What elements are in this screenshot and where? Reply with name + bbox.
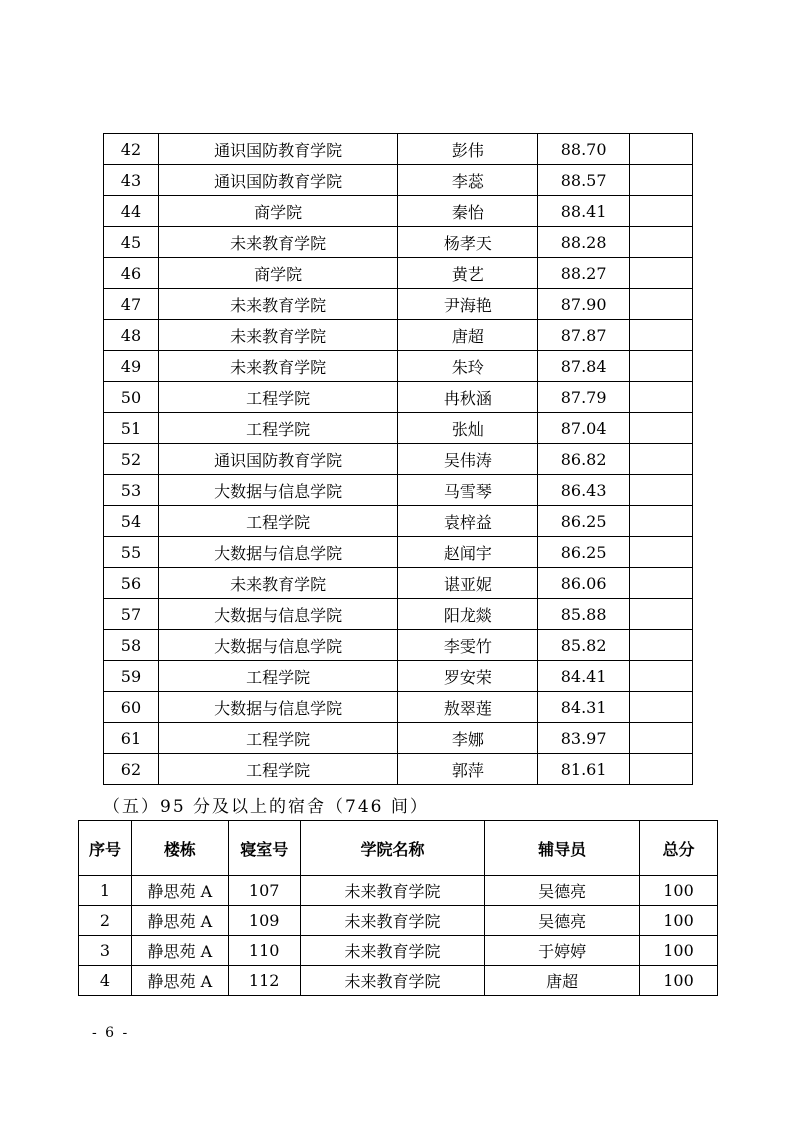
room-number: 110 xyxy=(228,936,300,966)
score: 87.84 xyxy=(538,351,630,382)
student-name: 唐超 xyxy=(398,320,538,351)
remarks xyxy=(630,134,693,165)
row-number: 54 xyxy=(104,506,159,537)
remarks xyxy=(630,599,693,630)
score: 88.57 xyxy=(538,165,630,196)
remarks xyxy=(630,630,693,661)
student-name: 杨孝天 xyxy=(398,227,538,258)
table-row xyxy=(104,444,693,475)
student-name: 李雯竹 xyxy=(398,630,538,661)
student-name: 尹海艳 xyxy=(398,289,538,320)
student-name: 吴伟涛 xyxy=(398,444,538,475)
college-name: 未来教育学院 xyxy=(158,227,398,258)
table-row xyxy=(104,754,693,785)
table-row xyxy=(104,320,693,351)
college-name: 商学院 xyxy=(158,258,398,289)
score: 88.41 xyxy=(538,196,630,227)
remarks xyxy=(630,382,693,413)
score: 81.61 xyxy=(538,754,630,785)
row-number: 52 xyxy=(104,444,159,475)
score: 86.25 xyxy=(538,537,630,568)
table-row xyxy=(104,661,693,692)
score: 86.25 xyxy=(538,506,630,537)
building: 静思苑 A xyxy=(131,876,228,906)
score: 88.28 xyxy=(538,227,630,258)
table-row xyxy=(104,165,693,196)
table-row xyxy=(79,936,718,966)
remarks xyxy=(630,692,693,723)
remarks xyxy=(630,227,693,258)
score: 88.70 xyxy=(538,134,630,165)
room-number: 112 xyxy=(228,966,300,996)
row-number: 44 xyxy=(104,196,159,227)
total-score: 100 xyxy=(640,936,718,966)
score: 85.82 xyxy=(538,630,630,661)
student-name: 秦怡 xyxy=(398,196,538,227)
score: 87.04 xyxy=(538,413,630,444)
remarks xyxy=(630,444,693,475)
remarks xyxy=(630,258,693,289)
college-name: 通识国防教育学院 xyxy=(158,165,398,196)
table-row xyxy=(104,692,693,723)
student-name: 李娜 xyxy=(398,723,538,754)
row-number: 51 xyxy=(104,413,159,444)
remarks xyxy=(630,320,693,351)
college-name: 大数据与信息学院 xyxy=(158,599,398,630)
dorm-table xyxy=(78,820,718,996)
section-heading: （五）95 分及以上的宿舍（746 间） xyxy=(103,797,429,817)
remarks xyxy=(630,537,693,568)
total-score: 100 xyxy=(640,906,718,936)
remarks xyxy=(630,196,693,227)
building: 静思苑 A xyxy=(131,966,228,996)
table-row xyxy=(104,134,693,165)
college-name: 工程学院 xyxy=(158,754,398,785)
row-number: 49 xyxy=(104,351,159,382)
room-number: 109 xyxy=(228,906,300,936)
student-ranking-table xyxy=(103,133,693,785)
remarks xyxy=(630,165,693,196)
row-number: 45 xyxy=(104,227,159,258)
row-number: 50 xyxy=(104,382,159,413)
college-name: 未来教育学院 xyxy=(300,876,485,906)
row-number: 56 xyxy=(104,568,159,599)
score: 83.97 xyxy=(538,723,630,754)
table-row xyxy=(104,506,693,537)
student-name: 张灿 xyxy=(398,413,538,444)
college-name: 大数据与信息学院 xyxy=(158,537,398,568)
row-index: 2 xyxy=(79,906,132,936)
table-row xyxy=(104,413,693,444)
row-number: 46 xyxy=(104,258,159,289)
table-row xyxy=(104,630,693,661)
remarks xyxy=(630,506,693,537)
college-name: 未来教育学院 xyxy=(158,320,398,351)
college-name: 未来教育学院 xyxy=(158,351,398,382)
score: 87.90 xyxy=(538,289,630,320)
remarks xyxy=(630,723,693,754)
table-row xyxy=(104,475,693,506)
student-name: 马雪琴 xyxy=(398,475,538,506)
table-row xyxy=(79,966,718,996)
student-name: 李蕊 xyxy=(398,165,538,196)
college-name: 未来教育学院 xyxy=(300,906,485,936)
score: 84.31 xyxy=(538,692,630,723)
student-name: 罗安荣 xyxy=(398,661,538,692)
student-name: 冉秋涵 xyxy=(398,382,538,413)
row-number: 53 xyxy=(104,475,159,506)
college-name: 工程学院 xyxy=(158,506,398,537)
college-name: 工程学院 xyxy=(158,723,398,754)
table-row xyxy=(104,258,693,289)
college-name: 大数据与信息学院 xyxy=(158,692,398,723)
table-row xyxy=(104,382,693,413)
remarks xyxy=(630,754,693,785)
remarks xyxy=(630,289,693,320)
row-number: 48 xyxy=(104,320,159,351)
table-row xyxy=(104,351,693,382)
counselor: 吴德亮 xyxy=(485,906,640,936)
student-name: 谌亚妮 xyxy=(398,568,538,599)
header-college: 学院名称 xyxy=(300,821,485,876)
page-number: - 6 - xyxy=(92,1025,130,1041)
row-number: 55 xyxy=(104,537,159,568)
table-row xyxy=(104,723,693,754)
row-number: 61 xyxy=(104,723,159,754)
row-number: 60 xyxy=(104,692,159,723)
student-name: 阳龙燚 xyxy=(398,599,538,630)
student-name: 彭伟 xyxy=(398,134,538,165)
college-name: 工程学院 xyxy=(158,382,398,413)
table-row xyxy=(104,227,693,258)
table-row xyxy=(104,537,693,568)
student-name: 袁梓益 xyxy=(398,506,538,537)
score: 88.27 xyxy=(538,258,630,289)
building: 静思苑 A xyxy=(131,936,228,966)
header-room: 寝室号 xyxy=(228,821,300,876)
score: 86.43 xyxy=(538,475,630,506)
header-counselor: 辅导员 xyxy=(485,821,640,876)
college-name: 未来教育学院 xyxy=(300,936,485,966)
dorm-table-body xyxy=(79,876,718,996)
total-score: 100 xyxy=(640,876,718,906)
table-row xyxy=(79,876,718,906)
row-number: 59 xyxy=(104,661,159,692)
row-number: 57 xyxy=(104,599,159,630)
row-number: 58 xyxy=(104,630,159,661)
table-row xyxy=(104,196,693,227)
row-number: 42 xyxy=(104,134,159,165)
header-building: 楼栋 xyxy=(131,821,228,876)
table-row xyxy=(79,906,718,936)
row-number: 62 xyxy=(104,754,159,785)
row-number: 43 xyxy=(104,165,159,196)
student-name: 朱玲 xyxy=(398,351,538,382)
college-name: 商学院 xyxy=(158,196,398,227)
remarks xyxy=(630,475,693,506)
college-name: 未来教育学院 xyxy=(158,289,398,320)
college-name: 通识国防教育学院 xyxy=(158,444,398,475)
row-index: 4 xyxy=(79,966,132,996)
student-name: 郭萍 xyxy=(398,754,538,785)
remarks xyxy=(630,661,693,692)
college-name: 工程学院 xyxy=(158,661,398,692)
college-name: 工程学院 xyxy=(158,413,398,444)
student-name: 敖翠莲 xyxy=(398,692,538,723)
table-row xyxy=(104,599,693,630)
remarks xyxy=(630,413,693,444)
counselor: 吴德亮 xyxy=(485,876,640,906)
score: 85.88 xyxy=(538,599,630,630)
header-index: 序号 xyxy=(79,821,132,876)
college-name: 大数据与信息学院 xyxy=(158,630,398,661)
college-name: 未来教育学院 xyxy=(158,568,398,599)
building: 静思苑 A xyxy=(131,906,228,936)
row-index: 1 xyxy=(79,876,132,906)
score: 87.87 xyxy=(538,320,630,351)
remarks xyxy=(630,351,693,382)
dorm-table-header-row xyxy=(79,821,718,876)
table-row xyxy=(104,568,693,599)
score: 86.06 xyxy=(538,568,630,599)
room-number: 107 xyxy=(228,876,300,906)
score: 84.41 xyxy=(538,661,630,692)
student-name: 赵闻宇 xyxy=(398,537,538,568)
college-name: 大数据与信息学院 xyxy=(158,475,398,506)
row-index: 3 xyxy=(79,936,132,966)
total-score: 100 xyxy=(640,966,718,996)
college-name: 通识国防教育学院 xyxy=(158,134,398,165)
counselor: 唐超 xyxy=(485,966,640,996)
table-row xyxy=(104,289,693,320)
remarks xyxy=(630,568,693,599)
student-ranking-body xyxy=(104,134,693,785)
counselor: 于婷婷 xyxy=(485,936,640,966)
score: 86.82 xyxy=(538,444,630,475)
student-name: 黄艺 xyxy=(398,258,538,289)
row-number: 47 xyxy=(104,289,159,320)
header-total: 总分 xyxy=(640,821,718,876)
college-name: 未来教育学院 xyxy=(300,966,485,996)
score: 87.79 xyxy=(538,382,630,413)
